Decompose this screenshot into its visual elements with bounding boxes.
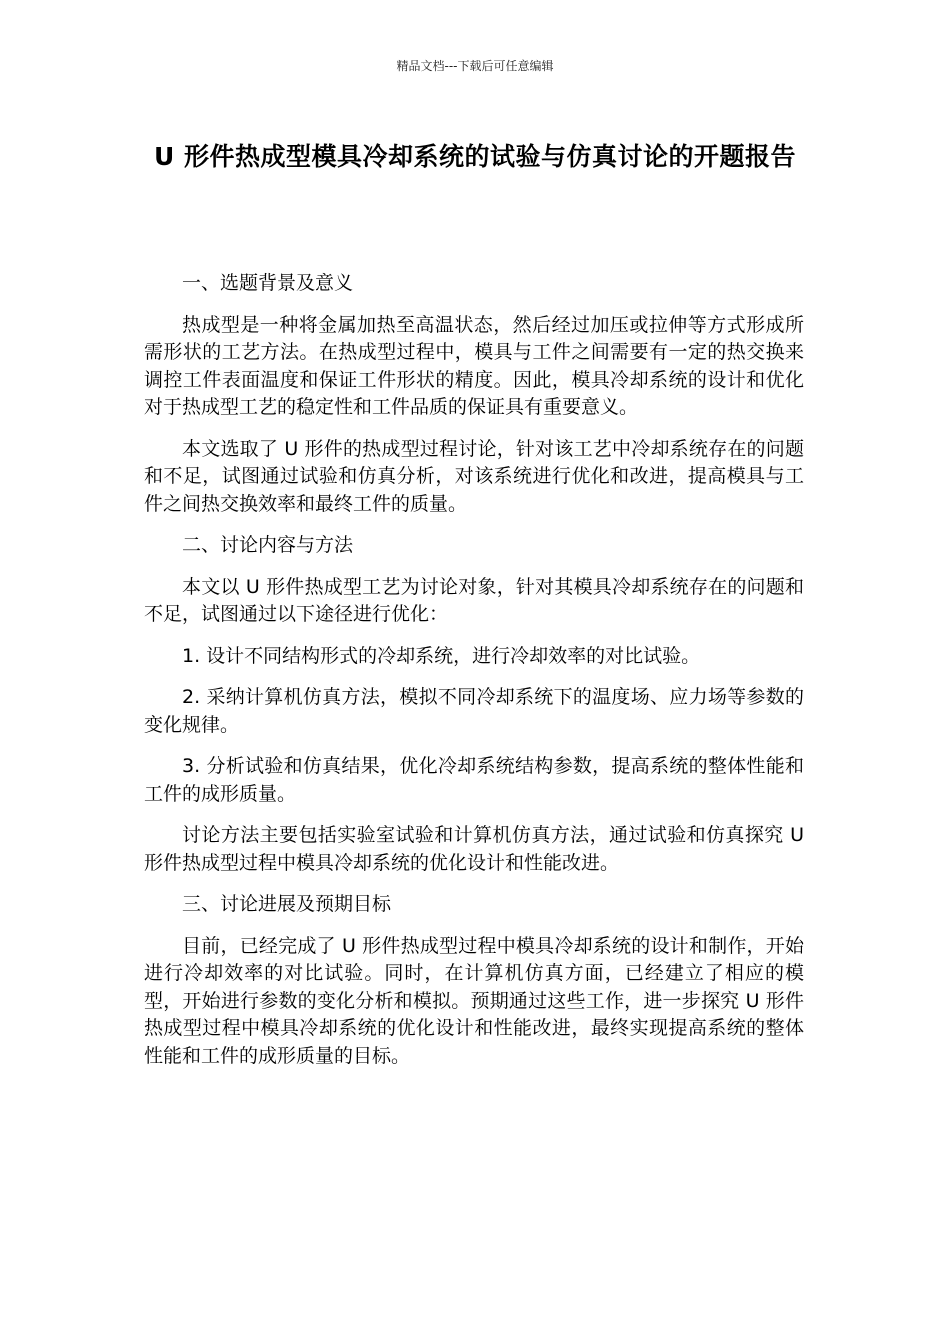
list-item: 2. 采纳计算机仿真方法，模拟不同冷却系统下的温度场、应力场等参数的变化规律。: [144, 686, 804, 736]
document-title: U 形件热成型模具冷却系统的试验与仿真讨论的开题报告: [153, 142, 796, 171]
paragraph: 本文选取了 U 形件的热成型过程讨论，针对该工艺中冷却系统存在的问题和不足，试图通过试验和仿真分析，对该系统进行优化和改进，提高模具与工件之间热交换效率和最终工件的质量。: [144, 437, 804, 515]
paragraph: 目前，已经完成了 U 形件热成型过程中模具冷却系统的设计和制作，开始进行冷却效率的对比试验。同时，在计算机仿真方面，已经建立了相应的模型，开始进行参数的变化分析和模拟。预期通过这些工作，进一步探究 U 形件热成型过程中模具冷却系统的优化设计和性能改进，最终实现提高系统的整体性能和工件的成形质量的目标。: [144, 934, 804, 1067]
section-heading-content-method: 二、讨论内容与方法: [182, 534, 354, 556]
section-heading-progress-goals: 三、讨论进展及预期目标: [182, 893, 392, 915]
paragraph: 讨论方法主要包括实验室试验和计算机仿真方法，通过试验和仿真探究 U 形件热成型过程中模具冷却系统的优化设计和性能改进。: [144, 824, 804, 874]
list-item: 1. 设计不同结构形式的冷却系统，进行冷却效率的对比试验。: [182, 644, 701, 667]
paragraph: 本文以 U 形件热成型工艺为讨论对象，针对其模具冷却系统存在的问题和不足，试图通过以下途径进行优化：: [144, 575, 804, 625]
document-body: [144, 270, 804, 1084]
section-heading-background: 一、选题背景及意义: [182, 272, 354, 294]
paragraph: 热成型是一种将金属加热至高温状态，然后经过加压或拉伸等方式形成所需形状的工艺方法。在热成型过程中，模具与工件之间需要有一定的热交换来调控工件表面温度和保证工件形状的精度。因此，模具冷却系统的设计和优化对于热成型工艺的稳定性和工件品质的保证具有重要意义。: [144, 313, 804, 418]
header-note: 精品文档---下载后可任意编辑: [396, 59, 554, 73]
list-item: 3. 分析试验和仿真结果，优化冷却系统结构参数，提高系统的整体性能和工件的成形质量。: [144, 755, 804, 805]
